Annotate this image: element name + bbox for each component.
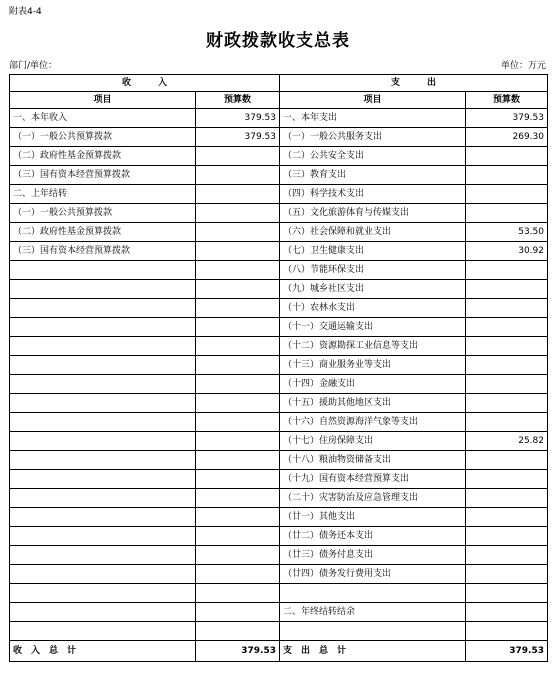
income-total-value: 379.53 bbox=[196, 641, 280, 662]
table-row bbox=[10, 565, 548, 584]
income-value-cell bbox=[196, 318, 280, 337]
income-item-cell: （一）一般公共预算拨款 bbox=[10, 128, 196, 147]
expense-item-cell: （廿一）其他支出 bbox=[280, 508, 466, 527]
expense-item-cell: （廿四）债务发行费用支出 bbox=[280, 565, 466, 584]
income-value-cell bbox=[196, 508, 280, 527]
table-row bbox=[10, 394, 548, 413]
income-value-cell bbox=[196, 470, 280, 489]
expense-item-cell: 一、本年支出 bbox=[280, 109, 466, 128]
table-row bbox=[10, 147, 548, 166]
table-row bbox=[10, 109, 548, 128]
expense-item-cell: （廿三）债务付息支出 bbox=[280, 546, 466, 565]
income-item-cell: 一、本年收入 bbox=[10, 109, 196, 128]
expense-item-cell: （四）科学技术支出 bbox=[280, 185, 466, 204]
income-item-cell: 二、上年结转 bbox=[10, 185, 196, 204]
unit-label: 单位：万元 bbox=[500, 61, 546, 71]
expense-total-value: 379.53 bbox=[466, 641, 548, 662]
income-item-cell bbox=[10, 318, 196, 337]
table-row bbox=[10, 299, 548, 318]
expense-item-cell: （廿二）债务还本支出 bbox=[280, 527, 466, 546]
expense-item-cell: （十九）国有资本经营预算支出 bbox=[280, 470, 466, 489]
expense-item-cell: （九）城乡社区支出 bbox=[280, 280, 466, 299]
income-value-cell bbox=[196, 622, 280, 641]
expense-value-cell bbox=[466, 356, 548, 375]
table-row bbox=[10, 546, 548, 565]
income-value-cell bbox=[196, 527, 280, 546]
income-value-cell bbox=[196, 546, 280, 565]
expense-item-cell: （十）农林水支出 bbox=[280, 299, 466, 318]
expense-value-cell: 269.30 bbox=[466, 128, 548, 147]
expense-value-cell: 53.50 bbox=[466, 223, 548, 242]
expense-value-cell bbox=[466, 527, 548, 546]
income-item-cell bbox=[10, 584, 196, 603]
expense-item-cell: （十三）商业服务业等支出 bbox=[280, 356, 466, 375]
table-row bbox=[10, 204, 548, 223]
income-value-cell bbox=[196, 356, 280, 375]
income-value-cell bbox=[196, 166, 280, 185]
income-item-cell bbox=[10, 280, 196, 299]
expense-value-cell bbox=[466, 622, 548, 641]
expense-value-cell bbox=[466, 204, 548, 223]
expense-item-cell: （十一）交通运输支出 bbox=[280, 318, 466, 337]
expense-value-cell bbox=[466, 337, 548, 356]
income-total-label: 收 入 总 计 bbox=[10, 641, 196, 662]
income-item-cell bbox=[10, 356, 196, 375]
table-row bbox=[10, 470, 548, 489]
expense-item-cell: （八）节能环保支出 bbox=[280, 261, 466, 280]
table-row bbox=[10, 318, 548, 337]
expense-value-cell bbox=[466, 166, 548, 185]
income-item-cell bbox=[10, 603, 196, 622]
table-row bbox=[10, 242, 548, 261]
table-row bbox=[10, 280, 548, 299]
income-value-cell bbox=[196, 432, 280, 451]
income-value-cell bbox=[196, 280, 280, 299]
table-row bbox=[10, 337, 548, 356]
income-item-cell bbox=[10, 546, 196, 565]
table-row bbox=[10, 128, 548, 147]
expense-total-label: 支 出 总 计 bbox=[280, 641, 466, 662]
expense-value-cell: 379.53 bbox=[466, 109, 548, 128]
expense-item-cell: （十四）金融支出 bbox=[280, 375, 466, 394]
expense-header: 支 出 bbox=[280, 75, 548, 92]
expense-value-cell: 25.82 bbox=[466, 432, 548, 451]
expense-item-cell: （十五）援助其他地区支出 bbox=[280, 394, 466, 413]
table-row bbox=[10, 223, 548, 242]
page-title: 财政拨款收支总表 bbox=[206, 31, 350, 51]
income-item-cell: （二）政府性基金预算拨款 bbox=[10, 223, 196, 242]
expense-item-cell: （十六）自然资源海洋气象等支出 bbox=[280, 413, 466, 432]
income-value-cell bbox=[196, 337, 280, 356]
expense-item-cell: （二十）灾害防治及应急管理支出 bbox=[280, 489, 466, 508]
income-value-cell bbox=[196, 261, 280, 280]
expense-value-cell bbox=[466, 508, 548, 527]
income-item-cell: （三）国有资本经营预算拨款 bbox=[10, 166, 196, 185]
income-value-cell bbox=[196, 584, 280, 603]
table-row bbox=[10, 375, 548, 394]
expense-item-cell bbox=[280, 622, 466, 641]
income-value-cell: 379.53 bbox=[196, 128, 280, 147]
income-value-cell: 379.53 bbox=[196, 109, 280, 128]
expense-item-cell: （五）文化旅游体育与传媒支出 bbox=[280, 204, 466, 223]
income-item-cell bbox=[10, 622, 196, 641]
table-row bbox=[10, 508, 548, 527]
income-value-cell bbox=[196, 489, 280, 508]
expense-value-cell bbox=[466, 584, 548, 603]
income-item-cell bbox=[10, 394, 196, 413]
table-row bbox=[10, 413, 548, 432]
expense-value-cell bbox=[466, 185, 548, 204]
income-value-cell bbox=[196, 565, 280, 584]
income-item-cell bbox=[10, 508, 196, 527]
income-value-cell bbox=[196, 242, 280, 261]
expense-value-cell bbox=[466, 413, 548, 432]
expense-value-cell bbox=[466, 375, 548, 394]
expense-value-cell bbox=[466, 470, 548, 489]
income-value-cell bbox=[196, 204, 280, 223]
budget-table bbox=[9, 74, 548, 662]
expense-value-cell bbox=[466, 451, 548, 470]
expense-item-cell: （三）教育支出 bbox=[280, 166, 466, 185]
table-row bbox=[10, 584, 548, 603]
expense-value-cell bbox=[466, 280, 548, 299]
income-item-header: 项目 bbox=[10, 92, 196, 109]
income-item-cell bbox=[10, 489, 196, 508]
income-value-cell bbox=[196, 299, 280, 318]
expense-value-cell bbox=[466, 261, 548, 280]
expense-item-cell: （十七）住房保障支出 bbox=[280, 432, 466, 451]
income-value-cell bbox=[196, 223, 280, 242]
expense-value-cell: 30.92 bbox=[466, 242, 548, 261]
income-value-cell bbox=[196, 394, 280, 413]
expense-value-cell bbox=[466, 489, 548, 508]
income-value-cell bbox=[196, 413, 280, 432]
expense-item-cell: （六）社会保障和就业支出 bbox=[280, 223, 466, 242]
expense-item-cell: （七）卫生健康支出 bbox=[280, 242, 466, 261]
income-value-cell bbox=[196, 375, 280, 394]
column-header-row bbox=[10, 92, 548, 109]
table-row bbox=[10, 185, 548, 204]
expense-value-cell bbox=[466, 546, 548, 565]
income-value-cell bbox=[196, 603, 280, 622]
annex-label: 附表4-4 bbox=[9, 7, 42, 17]
income-item-cell bbox=[10, 565, 196, 584]
expense-value-cell bbox=[466, 299, 548, 318]
income-item-cell bbox=[10, 375, 196, 394]
table-row bbox=[10, 527, 548, 546]
income-budget-header: 预算数 bbox=[196, 92, 280, 109]
dept-label: 部门/单位： bbox=[9, 61, 58, 71]
expense-value-cell bbox=[466, 147, 548, 166]
expense-item-cell: （二）公共安全支出 bbox=[280, 147, 466, 166]
table-row bbox=[10, 261, 548, 280]
income-item-cell bbox=[10, 451, 196, 470]
table-row bbox=[10, 622, 548, 641]
table-row bbox=[10, 432, 548, 451]
expense-item-header: 项目 bbox=[280, 92, 466, 109]
income-value-cell bbox=[196, 185, 280, 204]
income-item-cell: （二）政府性基金预算拨款 bbox=[10, 147, 196, 166]
income-item-cell: （一）一般公共预算拨款 bbox=[10, 204, 196, 223]
table-row bbox=[10, 166, 548, 185]
expense-item-cell: （十二）资源勘探工业信息等支出 bbox=[280, 337, 466, 356]
expense-value-cell bbox=[466, 394, 548, 413]
income-value-cell bbox=[196, 147, 280, 166]
income-item-cell bbox=[10, 337, 196, 356]
income-item-cell: （三）国有资本经营预算拨款 bbox=[10, 242, 196, 261]
income-item-cell bbox=[10, 413, 196, 432]
expense-value-cell bbox=[466, 565, 548, 584]
income-item-cell bbox=[10, 470, 196, 489]
expense-budget-header: 预算数 bbox=[466, 92, 548, 109]
table-row bbox=[10, 603, 548, 622]
section-header-row bbox=[10, 75, 548, 92]
table-row bbox=[10, 356, 548, 375]
income-value-cell bbox=[196, 451, 280, 470]
income-header: 收 入 bbox=[10, 75, 280, 92]
expense-item-cell: （十八）粮油物资储备支出 bbox=[280, 451, 466, 470]
income-item-cell bbox=[10, 432, 196, 451]
expense-item-cell bbox=[280, 584, 466, 603]
income-item-cell bbox=[10, 299, 196, 318]
income-item-cell bbox=[10, 261, 196, 280]
table-row bbox=[10, 489, 548, 508]
expense-value-cell bbox=[466, 318, 548, 337]
expense-item-cell: （一）一般公共服务支出 bbox=[280, 128, 466, 147]
expense-value-cell bbox=[466, 603, 548, 622]
totals-row bbox=[10, 641, 548, 662]
expense-item-cell: 二、年终结转结余 bbox=[280, 603, 466, 622]
table-row bbox=[10, 451, 548, 470]
income-item-cell bbox=[10, 527, 196, 546]
